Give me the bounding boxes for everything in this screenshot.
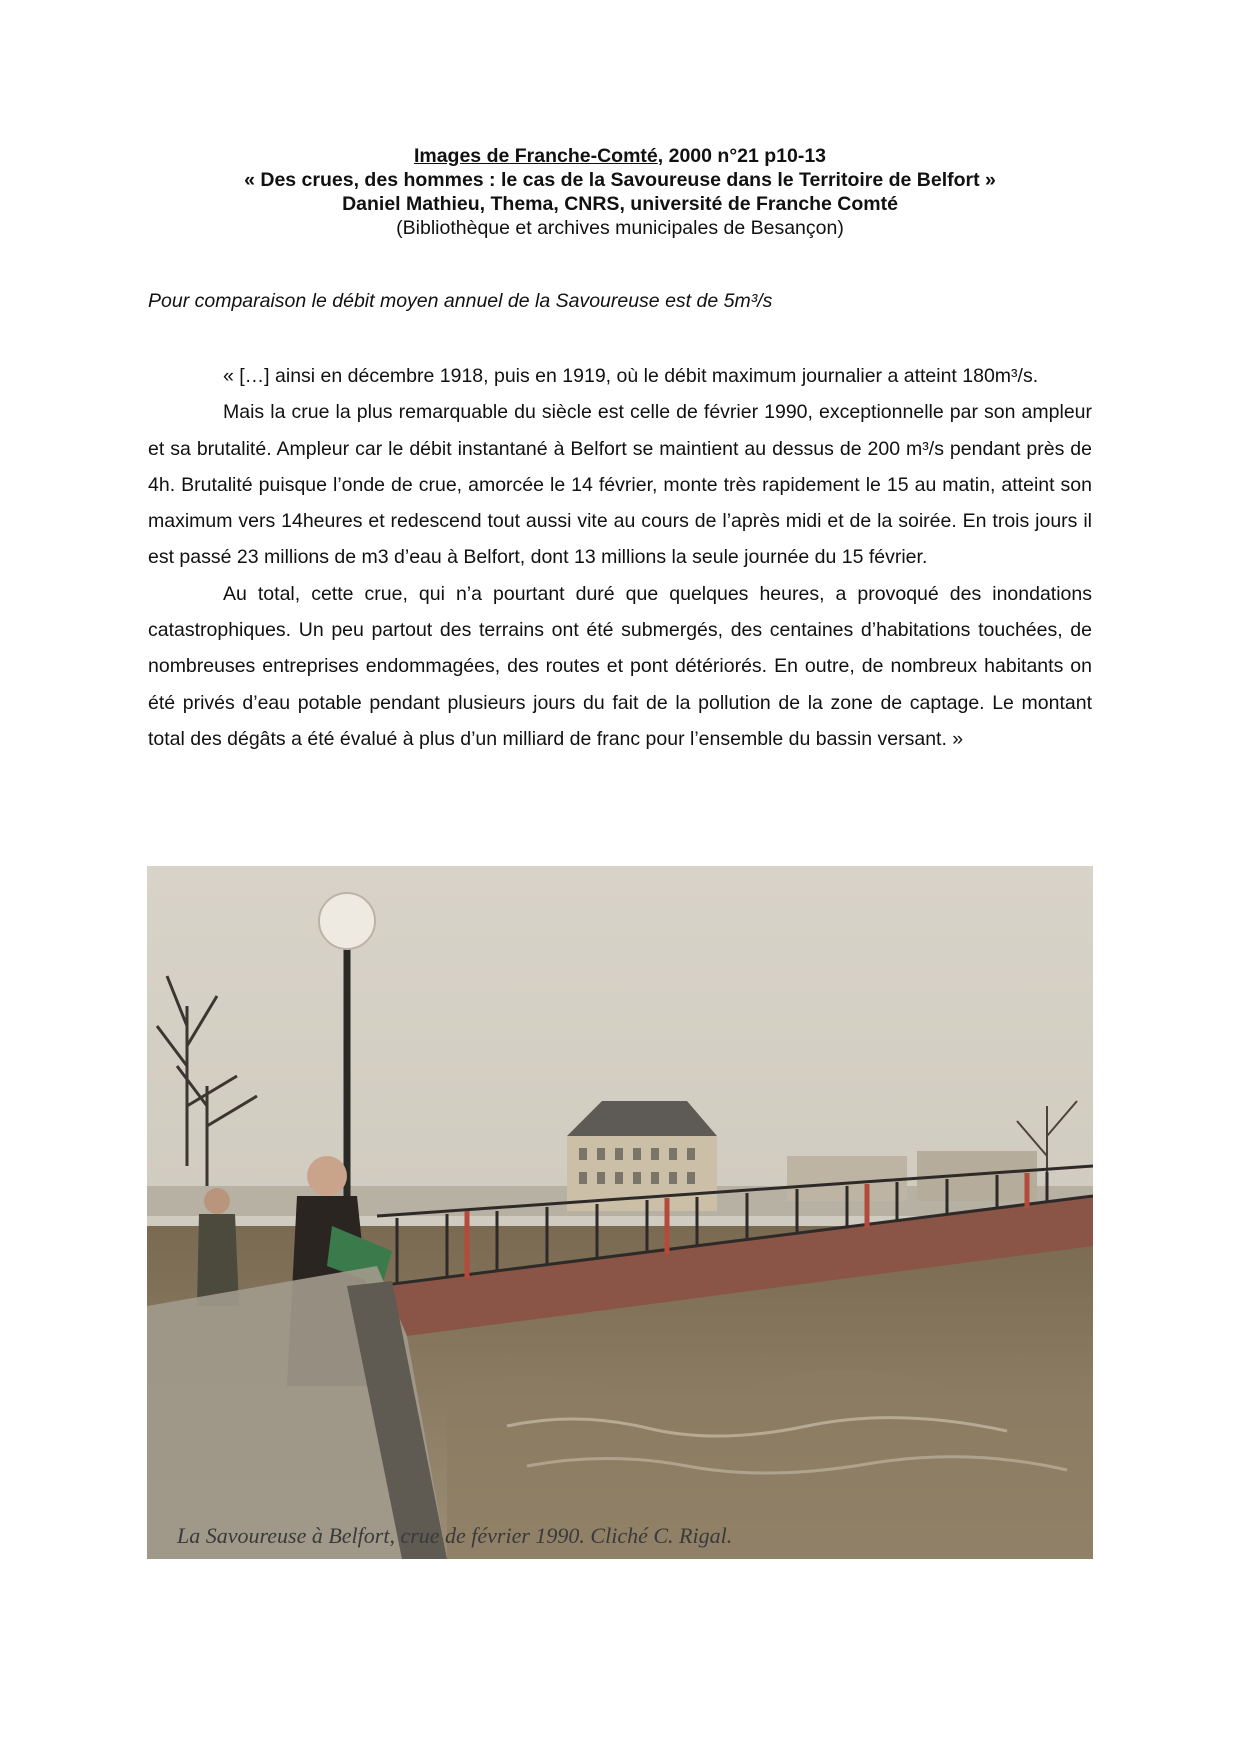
- photo-caption: La Savoureuse à Belfort, crue de février 1990. Cliché C. Rigal.: [177, 1523, 733, 1548]
- article-title: « Des crues, des hommes : le cas de la Savoureuse dans le Territoire de Belfort »: [244, 169, 996, 191]
- source-title: Images de Franche-Comté: [413, 145, 658, 167]
- paragraph: Au total, cette crue, qui n’a pourtant duré que quelques heures, a provoqué des inondations catastrophiques. Un peu partout des terrains ont été submergés, des centaines d’habitations touchées, de nombreuses entreprises endommagées, des routes et pont détériorés. En outre, de nombreux habitants on été privés d’eau potable pendant plusieurs jours du fait de la pollution de la zone de captage. Le montant total des dégâts a été évalué à plus d’un milliard de franc pour l’ensemble du bassin versant. »: [148, 582, 1092, 750]
- authors: Daniel Mathieu, Thema, CNRS, université de Franche Comté: [342, 193, 898, 215]
- source-details: , 2000 n°21 p10-13: [657, 145, 827, 167]
- flood-photo-illustration: [147, 866, 1093, 1559]
- flood-photo: [147, 866, 1093, 1559]
- source-line: [148, 144, 1092, 168]
- intro-note: Pour comparaison le débit moyen annuel de la Savoureuse est de 5m³/s: [148, 290, 773, 312]
- document-header: [148, 144, 1092, 240]
- quoted-text: [148, 358, 1092, 757]
- archive-note: (Bibliothèque et archives municipales de Besançon): [396, 217, 844, 239]
- paragraph: Mais la crue la plus remarquable du siècle est celle de février 1990, exceptionnelle par son ampleur et sa brutalité. Ampleur car le débit instantané à Belfort se maintient au dessus de 200 m³/s pendant près de 4h. Brutalité puisque l’onde de crue, amorcée le 14 février, monte très rapidement le 15 au matin, atteint son maximum vers 14heures et redescend tout aussi vite au cours de l’après midi et de la soirée. En trois jours il est passé 23 millions de m3 d’eau à Belfort, dont 13 millions la seule journée du 15 février.: [148, 401, 1092, 569]
- lamp-globe: [319, 893, 375, 949]
- paragraph: « […] ainsi en décembre 1918, puis en 1919, où le débit maximum journalier a atteint 180m³/s.: [223, 365, 1039, 387]
